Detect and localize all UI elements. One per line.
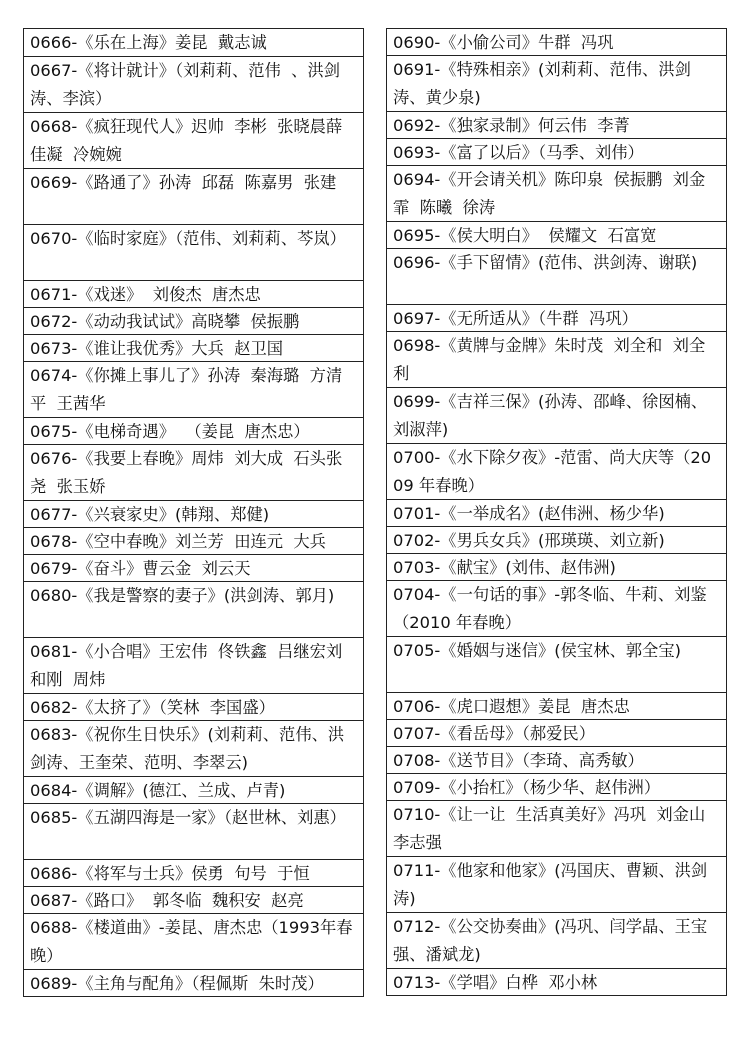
entry-text: 0683-《祝你生日快乐》(刘莉莉、范伟、洪剑涛、王奎荣、范明、李翠云) xyxy=(30,725,345,772)
entry-text: 0677-《兴衰家史》(韩翔、郑健) xyxy=(30,505,270,524)
entry-text: 0684-《调解》(德江、兰成、卢青) xyxy=(30,781,286,800)
entry-text: 0672-《动动我试试》高晓攀 侯振鹏 xyxy=(30,312,300,331)
table-row xyxy=(23,224,364,281)
table-row xyxy=(386,773,727,801)
entry-text: 0704-《一句话的事》-郭冬临、牛莉、刘鉴（2010 年春晚） xyxy=(393,585,707,632)
table-row xyxy=(386,248,727,305)
entry-text: 0679-《奋斗》曹云金 刘云天 xyxy=(30,559,251,578)
entry-text: 0689-《主角与配角》（程佩斯 朱时茂） xyxy=(30,974,324,993)
entry-text: 0703-《献宝》(刘伟、赵伟洲) xyxy=(393,558,616,577)
table-row xyxy=(386,111,727,139)
table-row xyxy=(23,168,364,225)
entry-text: 0691-《特殊相亲》(刘莉莉、范伟、洪剑涛、黄少泉) xyxy=(393,60,691,107)
entry-text: 0666-《乐在上海》姜昆 戴志诚 xyxy=(30,33,267,52)
entry-text: 0709-《小抬杠》（杨少华、赵伟洲） xyxy=(393,778,661,797)
entry-text: 0674-《你摊上事儿了》孙涛 秦海璐 方清平 王茜华 xyxy=(30,366,343,413)
table-row xyxy=(23,581,364,638)
entry-text: 0671-《戏迷》 刘俊杰 唐杰忠 xyxy=(30,285,261,304)
entry-text: 0711-《他家和他家》(冯国庆、曹颖、洪剑涛) xyxy=(393,861,708,908)
entry-text: 0713-《学唱》白桦 邓小林 xyxy=(393,973,598,992)
entry-text: 0678-《空中春晚》刘兰芳 田连元 大兵 xyxy=(30,532,326,551)
table-row xyxy=(23,307,364,335)
entry-text: 0668-《疯狂现代人》迟帅 李彬 张晓晨薛佳凝 冷婉婉 xyxy=(30,117,343,164)
table-row xyxy=(386,746,727,774)
table-row xyxy=(23,913,364,970)
entry-text: 0682-《太挤了》（笑林 李国盛） xyxy=(30,698,275,717)
entry-text: 0706-《虎口遐想》姜昆 唐杰忠 xyxy=(393,697,630,716)
table-row xyxy=(23,444,364,501)
entry-text: 0680-《我是警察的妻子》(洪剑涛、郭月) xyxy=(30,586,335,605)
table-row xyxy=(386,28,727,56)
table-row xyxy=(23,969,364,997)
left-column xyxy=(23,28,364,997)
entry-text: 0712-《公交协奏曲》(冯巩、闫学晶、王宝强、潘斌龙) xyxy=(393,917,708,964)
entry-text: 0702-《男兵女兵》(邢瑛瑛、刘立新) xyxy=(393,531,665,550)
entry-text: 0686-《将军与士兵》侯勇 句号 于恒 xyxy=(30,864,310,883)
entry-text: 0700-《水下除夕夜》-范雷、尚大庆等（2009 年春晚） xyxy=(393,448,712,495)
table-row xyxy=(386,387,727,444)
table-row xyxy=(386,800,727,857)
entry-text: 0669-《路通了》孙涛 邱磊 陈嘉男 张建 xyxy=(30,173,337,192)
table-row xyxy=(386,553,727,581)
table-row xyxy=(23,500,364,528)
entry-text: 0710-《让一让 生活真美好》冯巩 刘金山 李志强 xyxy=(393,805,716,852)
table-row xyxy=(23,693,364,721)
entry-text: 0696-《手下留情》(范伟、洪剑涛、谢联) xyxy=(393,253,698,272)
table-row xyxy=(386,221,727,249)
entry-text: 0699-《吉祥三保》(孙涛、邵峰、徐囡楠、刘淑萍) xyxy=(393,392,708,439)
table-row xyxy=(23,886,364,914)
table-row xyxy=(23,776,364,804)
table-row xyxy=(23,361,364,418)
table-row xyxy=(23,859,364,887)
table-row xyxy=(386,968,727,996)
entry-text: 0697-《无所适从》（牛群 冯巩） xyxy=(393,309,638,328)
entry-text: 0705-《婚姻与迷信》(侯宝林、郭全宝) xyxy=(393,641,681,660)
entry-text: 0693-《富了以后》（马季、刘伟） xyxy=(393,143,644,162)
table-row xyxy=(23,417,364,445)
entry-text: 0690-《小偷公司》牛群 冯巩 xyxy=(393,33,614,52)
table-row xyxy=(386,719,727,747)
entry-text: 0695-《侯大明白》 侯耀文 石富宽 xyxy=(393,226,657,245)
table-row xyxy=(23,56,364,113)
table-row xyxy=(386,331,727,388)
table-row xyxy=(23,112,364,169)
entry-text: 0673-《谁让我优秀》大兵 赵卫国 xyxy=(30,339,284,358)
table-row xyxy=(386,692,727,720)
entry-text: 0675-《电梯奇遇》 （姜昆 唐杰忠） xyxy=(30,422,310,441)
table-row xyxy=(386,580,727,637)
entry-text: 0667-《将计就计》（刘莉莉、范伟 、洪剑涛、李滨） xyxy=(30,61,341,108)
table-row xyxy=(386,165,727,222)
table-row xyxy=(23,334,364,362)
entry-text: 0676-《我要上春晚》周炜 刘大成 石头张尧 张玉娇 xyxy=(30,449,343,496)
entry-text: 0670-《临时家庭》（范伟、刘莉莉、芩岚） xyxy=(30,229,346,248)
table-row xyxy=(386,636,727,693)
right-column xyxy=(386,28,727,996)
entry-text: 0692-《独家录制》何云伟 李菁 xyxy=(393,116,630,135)
entry-text: 0688-《楼道曲》-姜昆、唐杰忠（1993年春晚） xyxy=(30,918,353,965)
table-row xyxy=(386,526,727,554)
table-row xyxy=(23,527,364,555)
table-row xyxy=(23,280,364,308)
entry-text: 0687-《路口》 郭冬临 魏积安 赵亮 xyxy=(30,891,304,910)
entry-text: 0694-《开会请关机》陈印泉 侯振鹏 刘金霏 陈曦 徐涛 xyxy=(393,170,706,217)
table-row xyxy=(386,912,727,969)
table-row xyxy=(23,554,364,582)
table-row xyxy=(386,856,727,913)
table-row xyxy=(386,55,727,112)
entry-text: 0698-《黄牌与金牌》朱时茂 刘全和 刘全利 xyxy=(393,336,706,383)
table-row xyxy=(23,803,364,860)
table-row xyxy=(386,304,727,332)
entry-text: 0707-《看岳母》（郝爱民） xyxy=(393,724,595,743)
table-row xyxy=(23,720,364,777)
entry-text: 0708-《送节目》（李琦、高秀敏） xyxy=(393,751,644,770)
entry-text: 0685-《五湖四海是一家》（赵世林、刘惠） xyxy=(30,808,346,827)
table-row xyxy=(386,443,727,500)
table-row xyxy=(23,28,364,57)
entry-text: 0681-《小合唱》王宏伟 佟铁鑫 吕继宏刘和刚 周炜 xyxy=(30,642,343,689)
table-row xyxy=(23,637,364,694)
table-row xyxy=(386,138,727,166)
table-row xyxy=(386,499,727,527)
entry-text: 0701-《一举成名》(赵伟洲、杨少华) xyxy=(393,504,665,523)
